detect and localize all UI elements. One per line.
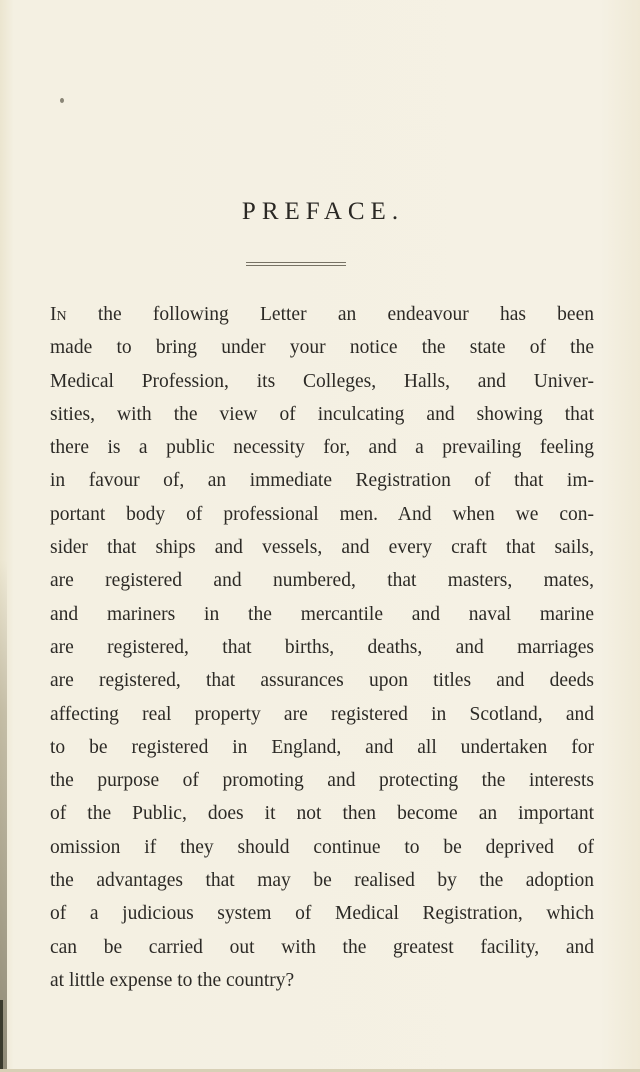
- text-line: are registered and numbered, that masters, mates,: [50, 570, 594, 592]
- text-line: are registered, that assurances upon titles and deeds: [50, 670, 594, 692]
- text-line: to be registered in England, and all undertaken for: [50, 736, 594, 758]
- preface-paragraph: [50, 298, 594, 997]
- text-line: made to bring under your notice the state of the: [50, 337, 594, 359]
- text-line: and mariners in the mercantile and naval marine: [50, 603, 594, 625]
- text-line: affecting real property are registered in Scotland, and: [50, 703, 594, 725]
- text-line: there is a public necessity for, and a prevailing feeling: [50, 437, 594, 459]
- text-line: sider that ships and vessels, and every craft that sails,: [50, 537, 594, 559]
- text-line: the purpose of promoting and protecting the interests: [50, 770, 594, 792]
- paper-speck: [60, 98, 64, 103]
- text-line: In the following Letter an endeavour has been: [50, 304, 594, 325]
- text-line: at little expense to the country?: [50, 969, 295, 991]
- text-line: the advantages that may be realised by the adoption: [50, 870, 594, 892]
- text-line: are registered, that births, deaths, and marriages: [50, 636, 594, 658]
- text-line: of the Public, does it not then become an important: [50, 803, 594, 825]
- text-line: portant body of professional men. And when we con-: [50, 503, 594, 525]
- title-double-rule: [246, 262, 346, 267]
- text-line: in favour of, an immediate Registration of that im-: [50, 470, 594, 492]
- text-line: sities, with the view of inculcating and showing that: [50, 403, 594, 425]
- page-binding-edge: [0, 1000, 3, 1072]
- drop-word: In: [50, 304, 67, 325]
- text-line: of a judicious system of Medical Registration, which: [50, 903, 594, 925]
- page-title: PREFACE.: [241, 198, 405, 225]
- text-line: Medical Profession, its Colleges, Halls, and Univer-: [50, 370, 594, 392]
- text-line: can be carried out with the greatest facility, and: [50, 936, 594, 958]
- page-binding-shadow: [0, 560, 7, 1072]
- text-line: omission if they should continue to be deprived of: [50, 836, 594, 858]
